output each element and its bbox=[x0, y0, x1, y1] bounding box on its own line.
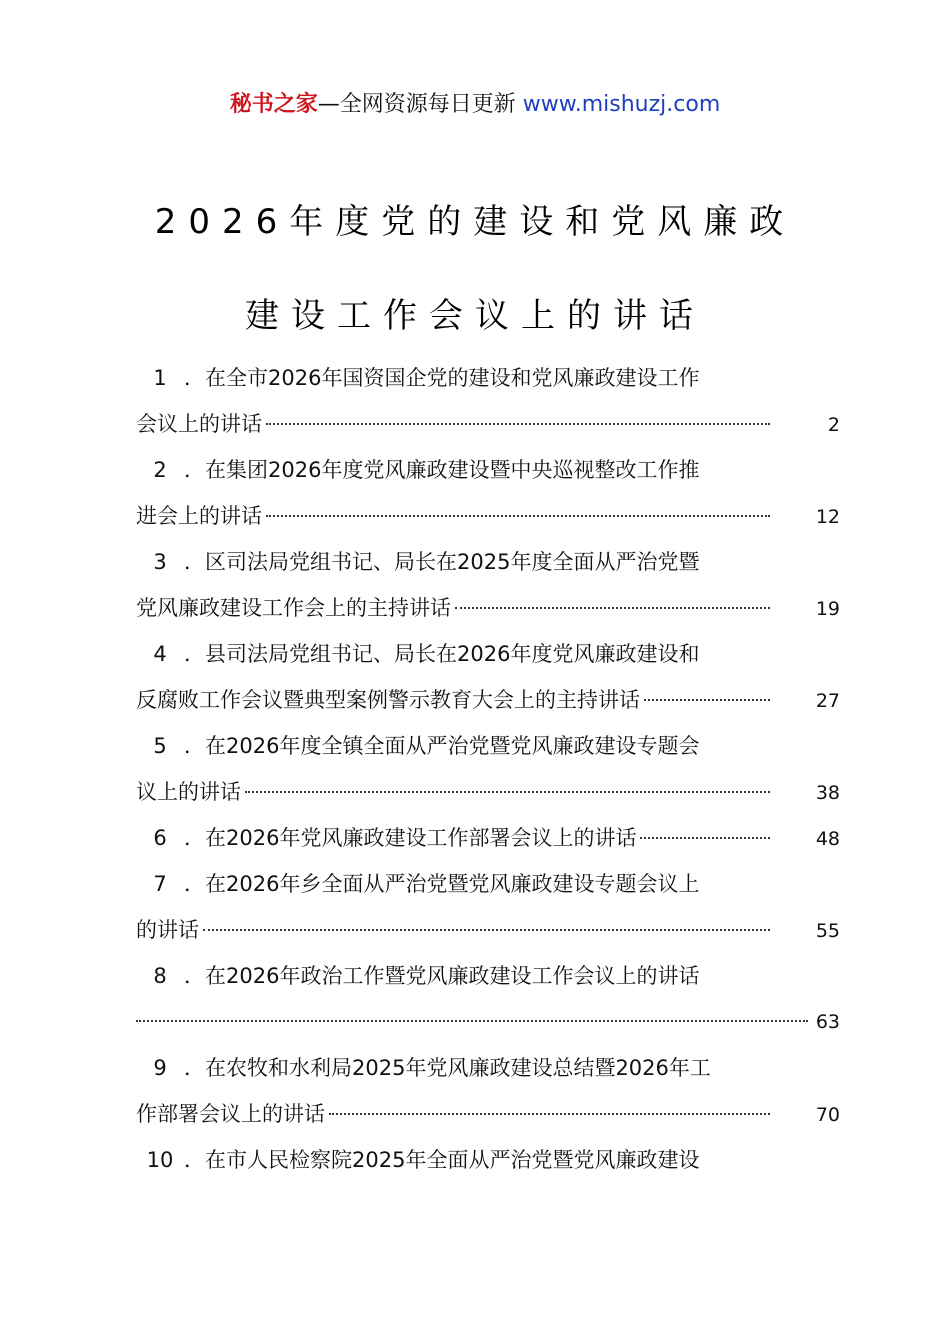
toc-page: 19 bbox=[815, 598, 840, 620]
toc-entry-1-cont[interactable] bbox=[136, 404, 840, 444]
toc-page: 12 bbox=[815, 506, 840, 528]
toc-page: 2 bbox=[827, 414, 840, 436]
leader-dots bbox=[266, 423, 770, 425]
leader-dots bbox=[136, 1020, 808, 1022]
toc-page: 38 bbox=[815, 782, 840, 804]
toc-page: 63 bbox=[815, 1011, 840, 1033]
toc-entry-4-cont[interactable] bbox=[136, 680, 840, 720]
toc-entry-5-cont[interactable] bbox=[136, 772, 840, 812]
toc-title: ．在2026年党风廉政建设工作部署会议上的讲话 bbox=[184, 826, 637, 850]
toc-title: ．在农牧和水利局2025年党风廉政建设总结暨2026年工 bbox=[184, 1056, 711, 1080]
document-title-line-1: 2026年度党的建设和党风廉政 bbox=[154, 202, 796, 242]
toc-number: 8 bbox=[153, 964, 167, 988]
toc-entry-9-cont[interactable] bbox=[136, 1094, 840, 1134]
toc-title-cont: 会议上的讲话 bbox=[136, 412, 262, 436]
toc-entry-4[interactable] bbox=[136, 634, 840, 674]
brand-name: 秘书之家 bbox=[229, 92, 318, 117]
toc-entry-8[interactable] bbox=[136, 956, 840, 996]
toc-title-cont: 进会上的讲话 bbox=[136, 504, 262, 528]
leader-dots bbox=[266, 515, 770, 517]
toc-title-cont: 反腐败工作会议暨典型案例警示教育大会上的主持讲话 bbox=[136, 688, 640, 712]
toc-page: 55 bbox=[815, 920, 840, 942]
toc-entry-6[interactable] bbox=[136, 818, 840, 858]
toc-number: 6 bbox=[153, 826, 167, 850]
toc-entry-1[interactable] bbox=[136, 358, 840, 398]
toc-number: 3 bbox=[153, 550, 167, 574]
toc-title: ．区司法局党组书记、局长在2025年度全面从严治党暨 bbox=[184, 550, 700, 574]
toc-title: ．在全市2026年国资国企党的建设和党风廉政建设工作 bbox=[184, 366, 700, 390]
toc-title-cont: 作部署会议上的讲话 bbox=[136, 1102, 325, 1126]
toc-title: ．在2026年乡全面从严治党暨党风廉政建设专题会议上 bbox=[184, 872, 700, 896]
toc-entry-9[interactable] bbox=[136, 1048, 840, 1088]
toc-title: ．县司法局党组书记、局长在2026年度党风廉政建设和 bbox=[184, 642, 700, 666]
toc-title: ．在2026年政治工作暨党风廉政建设工作会议上的讲话 bbox=[184, 964, 700, 988]
toc-title: ．在市人民检察院2025年全面从严治党暨党风廉政建设 bbox=[184, 1148, 700, 1172]
toc-page: 70 bbox=[815, 1104, 840, 1126]
toc-title-cont: 的讲话 bbox=[136, 918, 199, 942]
toc-entry-5[interactable] bbox=[136, 726, 840, 766]
toc-entry-10[interactable] bbox=[136, 1140, 840, 1180]
toc-entry-3-cont[interactable] bbox=[136, 588, 840, 628]
toc-page: 27 bbox=[815, 690, 840, 712]
toc-entry-2-cont[interactable] bbox=[136, 496, 840, 536]
toc-entry-7[interactable] bbox=[136, 864, 840, 904]
toc-number: 9 bbox=[153, 1056, 167, 1080]
leader-dots bbox=[329, 1113, 770, 1115]
toc-entry-3[interactable] bbox=[136, 542, 840, 582]
leader-dots bbox=[245, 791, 770, 793]
toc-title-cont: 党风廉政建设工作会上的主持讲话 bbox=[136, 596, 451, 620]
toc-entry-8-cont[interactable] bbox=[136, 1002, 840, 1042]
toc-title: ．在集团2026年度党风廉政建设暨中央巡视整改工作推 bbox=[184, 458, 700, 482]
tagline: —全网资源每日更新 bbox=[317, 92, 523, 117]
leader-dots bbox=[455, 607, 770, 609]
toc-title-cont: 议上的讲话 bbox=[136, 780, 241, 804]
toc-entry-2[interactable] bbox=[136, 450, 840, 490]
document-title-line-2: 建设工作会议上的讲话 bbox=[245, 296, 705, 336]
leader-dots bbox=[644, 699, 770, 701]
leader-dots bbox=[640, 837, 770, 839]
toc-number: 5 bbox=[153, 734, 167, 758]
toc-page: 48 bbox=[815, 828, 840, 850]
toc-number: 7 bbox=[153, 872, 167, 896]
site-header bbox=[0, 88, 950, 122]
site-url[interactable]: www.mishuzj.com bbox=[522, 92, 721, 117]
toc-title: ．在2026年度全镇全面从严治党暨党风廉政建设专题会 bbox=[184, 734, 700, 758]
toc-number: 1 bbox=[153, 366, 167, 390]
toc-number: 10 bbox=[146, 1148, 174, 1172]
toc-number: 2 bbox=[153, 458, 167, 482]
toc-number: 4 bbox=[153, 642, 167, 666]
toc-entry-7-cont[interactable] bbox=[136, 910, 840, 950]
leader-dots bbox=[203, 929, 770, 931]
